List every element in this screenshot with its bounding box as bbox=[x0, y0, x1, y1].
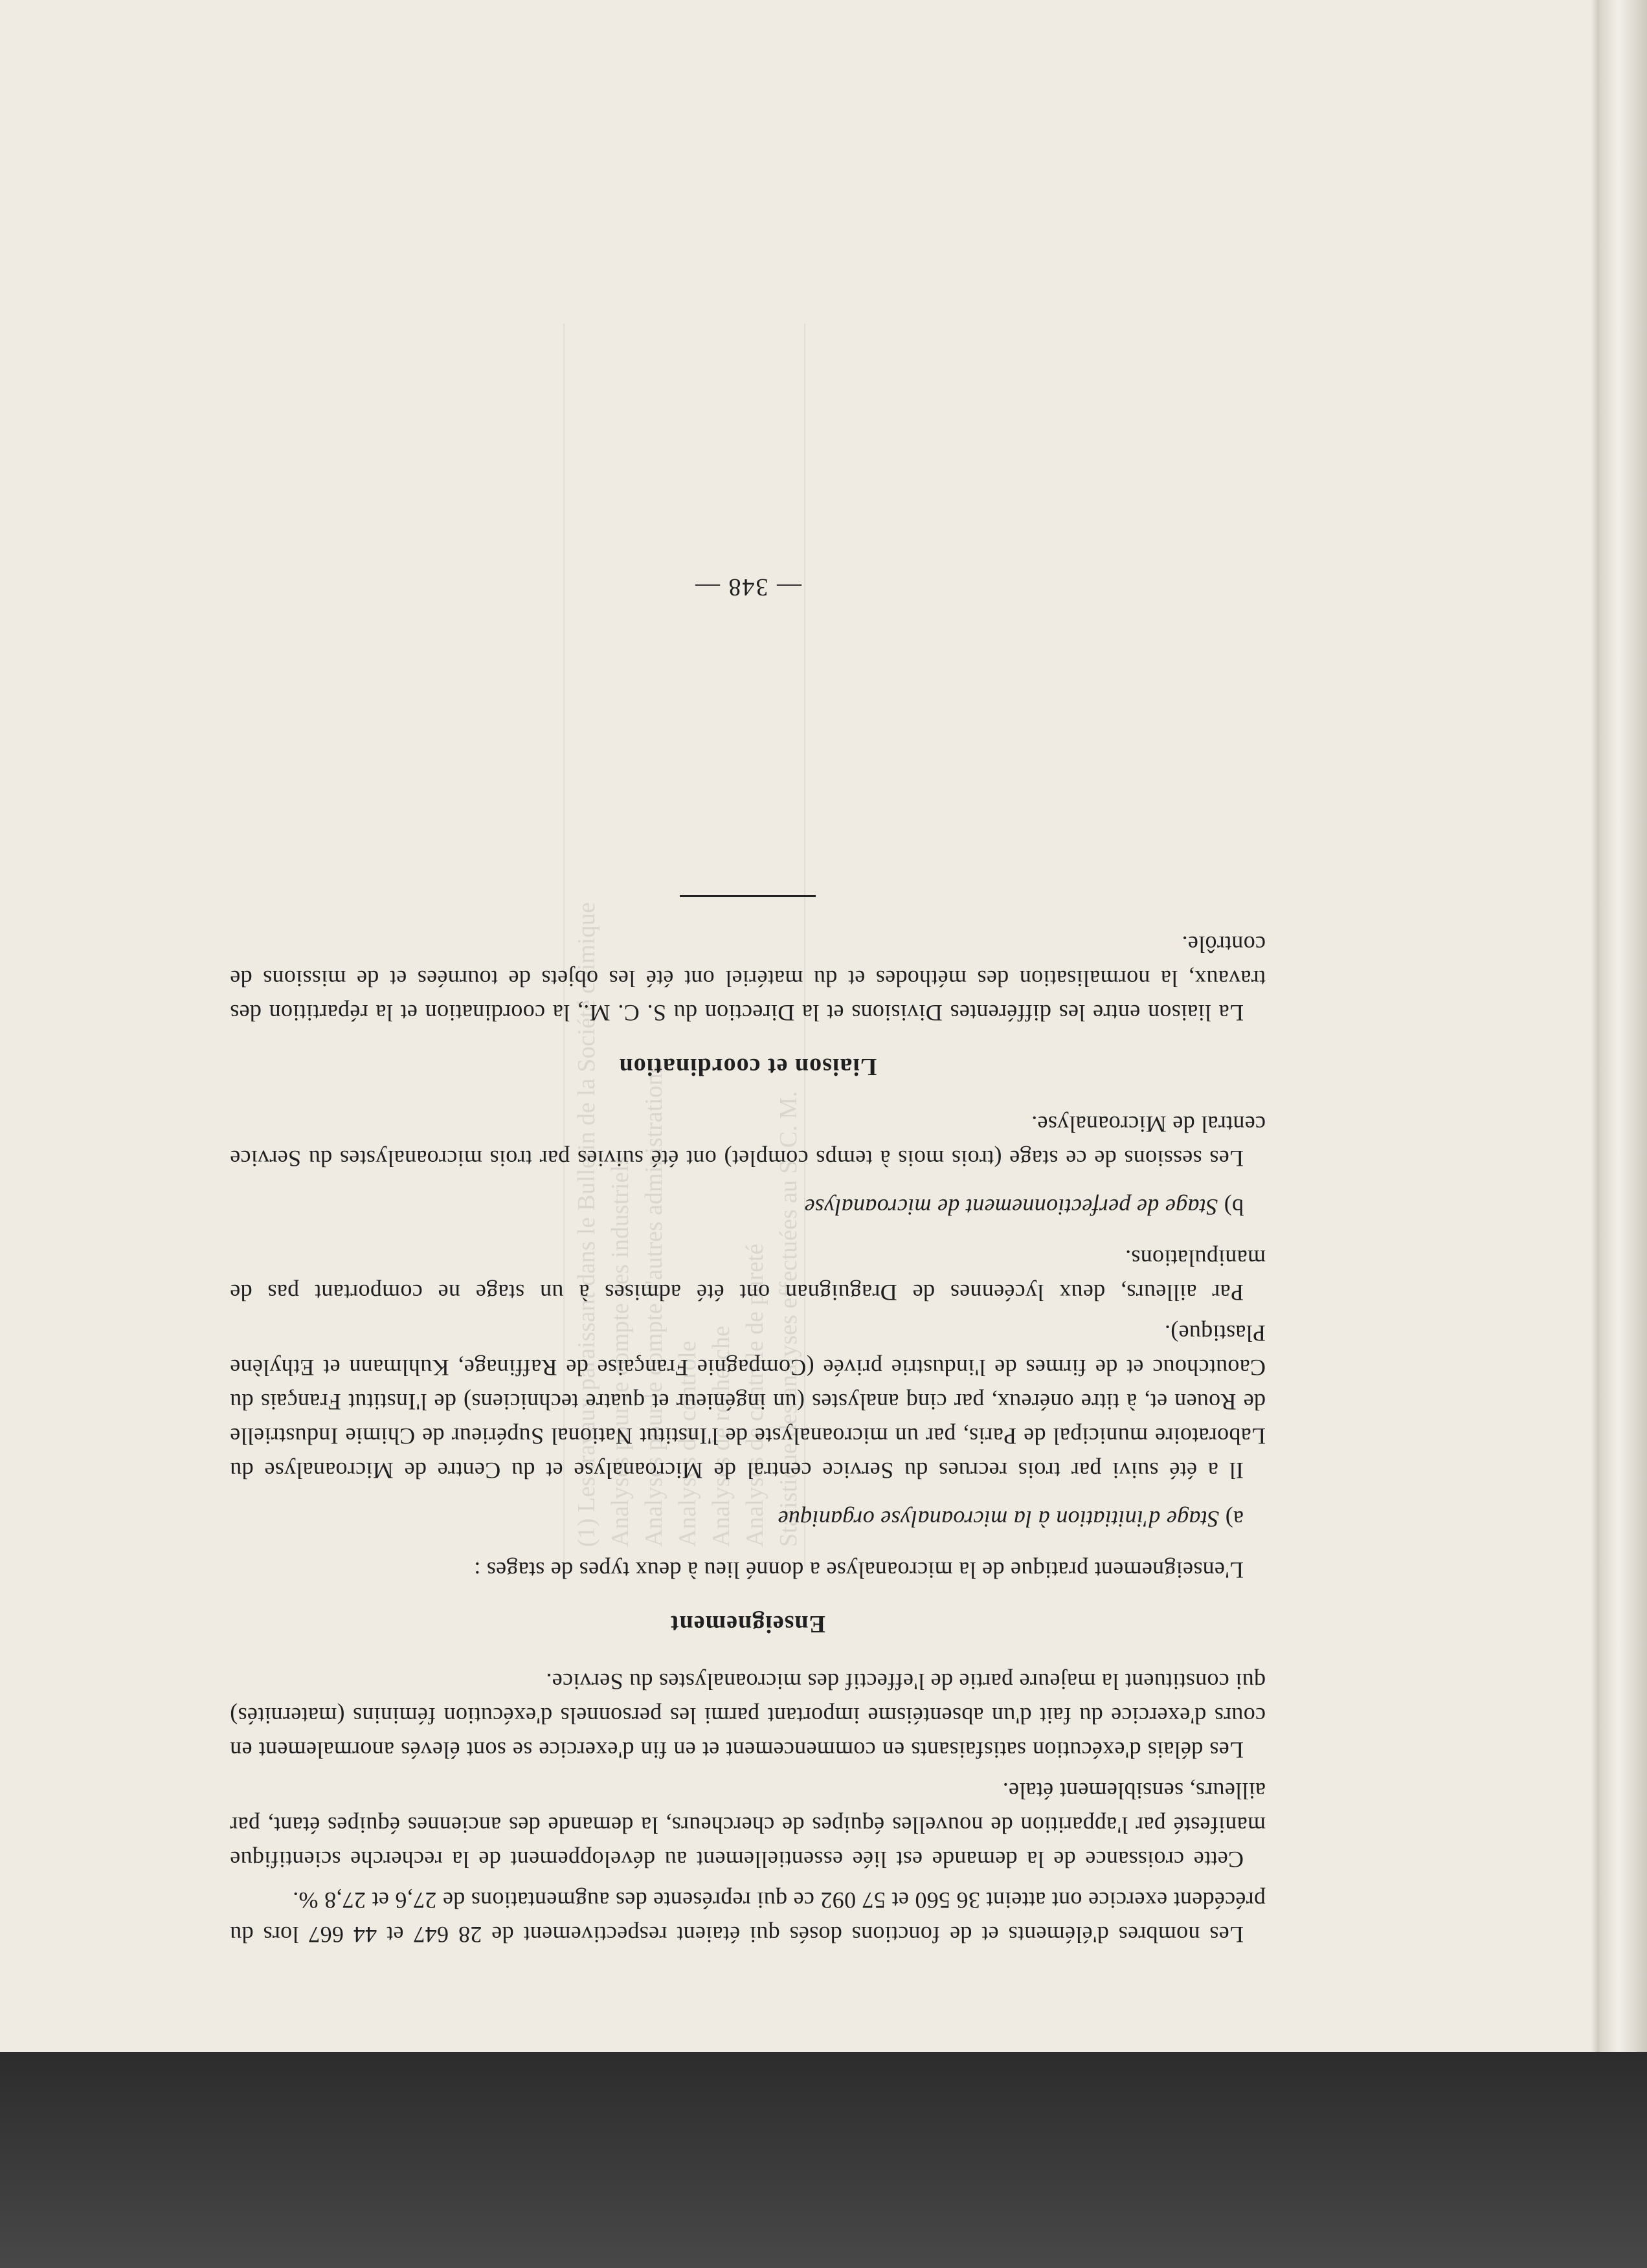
paragraph: Les délais d'exécution satisfaisants en commencement et en fin d'exercice se sont élevés anormalement en cours d'exercice du fait d'un absentéisme important parmi les personnels d'exécution féminins (maternités) qui constituent la majeure partie de l'effectif des microanalystes du Service. bbox=[230, 1669, 1266, 1763]
page-gutter-shadow bbox=[1591, 0, 1599, 2052]
paragraph: Les sessions de ce stage (trois mois à temps complet) ont été suivies par trois microanalystes du Service central de Microanalyse. bbox=[230, 1111, 1266, 1172]
section-heading-enseignement: Enseignement bbox=[670, 1610, 825, 1638]
bleed-line: Analyses de contrôle de pureté bbox=[741, 1243, 768, 1547]
scanner-background bbox=[0, 2052, 1647, 2268]
bleed-line: Analyses de recherche bbox=[708, 1326, 735, 1547]
page-number: — 348 — bbox=[694, 573, 801, 601]
bleed-line: Analyses pour le compte d'autres administrations bbox=[640, 1063, 667, 1547]
subheading-title: Stage de perfectionnement de microanalyse bbox=[804, 1194, 1218, 1220]
page-content-upside-down bbox=[230, 217, 1266, 1951]
paragraph: L'enseignement pratique de la microanalyse a donné lieu à deux types de stages : bbox=[473, 1557, 1244, 1583]
subheading-stage-perfectionnement bbox=[230, 1190, 1244, 1224]
subheading-stage-initiation bbox=[230, 1502, 1244, 1536]
section-heading-liaison: Liaison et coordination bbox=[618, 1053, 877, 1080]
paragraph: Par ailleurs, deux lycéennes de Draguignan ont été admises à un stage ne comportant pas de manipulations. bbox=[230, 1245, 1266, 1306]
paragraph: Cette croissance de la demande est liée essentiellement au développement de la recherche scientifique manifesté par l'apparition de nouvelles équipes de chercheurs, la demande des anciennes équipes étant, par ailleurs, sensiblement étale. bbox=[230, 1778, 1266, 1873]
bleed-line: (1) Les travaux paraissant dans le Bulletin de la Société chimique bbox=[573, 902, 600, 1547]
subheading-label: a) bbox=[1225, 1506, 1244, 1532]
page-edge bbox=[1599, 0, 1647, 2052]
bleed-line: Analyses de contrôle bbox=[674, 1340, 701, 1547]
subheading-title: Stage d'initiation à la microanalyse organique bbox=[778, 1506, 1220, 1532]
paragraph: Il a été suivi par trois recrues du Service central de Microanalyse et du Centre de Microanalyse du Laboratoire municipal de Paris, par un microanalyste de l'Institut National Supérieur de Chimie Industrielle de Rouen et, à titre onéreux, par cinq analystes (un ingénieur et quatre techniciens) de l'Institut Français du Caoutchouc et de firmes de l'industrie privée (Compagnie Française de Raffinage, Kuhlmann et Ethylène Plastique). bbox=[230, 1320, 1266, 1484]
horizontal-rule bbox=[680, 895, 816, 897]
subheading-label: b) bbox=[1224, 1194, 1244, 1220]
bleed-line: Analyses pour le compte des industriels bbox=[607, 1155, 634, 1547]
paragraph: Les nombres d'éléments et de fonctions dosés qui étaient respectivement de 28 647 et 44 667 lors du précédent exercice ont atteint 36 560 et 57 092 ce qui représente des augmentations de 27,6 et 27,8 %. bbox=[230, 1887, 1266, 1948]
paragraph: La liaison entre les différentes Divisions et la Direction du S. C. M., la coordination et la répartition des travaux, la normalisation des méthodes et du matériel ont été les objets de tournées et de missions de contrôle. bbox=[230, 931, 1266, 1026]
bleed-line: Statistique des analyses effectuées au S. C. M. bbox=[775, 1091, 802, 1547]
